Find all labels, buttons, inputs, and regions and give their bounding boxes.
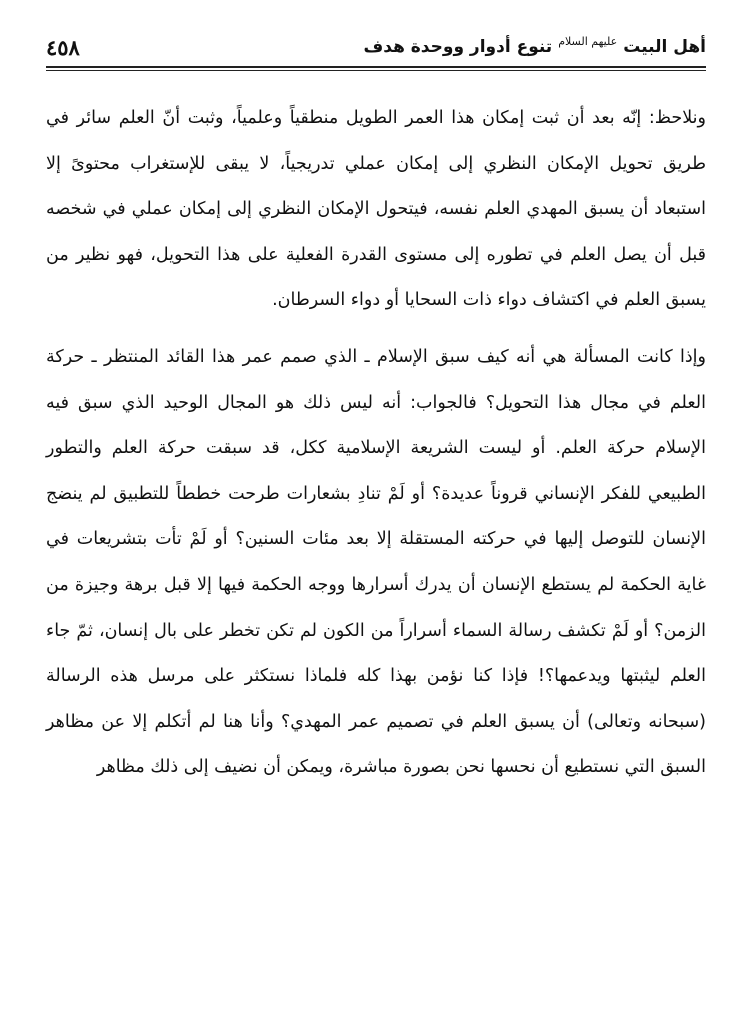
paragraph-2: وإذا كانت المسألة هي أنه كيف سبق الإسلام ـ الذي صمم عمر هذا القائد المنتظر ـ حركة العلم في مجال هذا التحويل؟ فالجواب: أنه ليس ذلك هو المجال الوحيد الذي سبق فيه الإسلام حركة العلم. أو ليست الشريعة الإسلامية ككل، قد سبقت حركة العلم والتطور الطبيعي للفكر الإنساني قروناً عديدة؟ أو لَمْ تنادِ بشعارات طرحت خططاً للتطبيق لم ينضج الإنسان للتوصل إليها في حركته المستقلة إلا بعد مئات السنين؟ أو لَمْ تأت بتشريعات في غاية الحكمة لم يستطع الإنسان أن يدرك أسرارها ووجه الحكمة فيها إلا قبل برهة وجيزة من الزمن؟ أو لَمْ تكشف رسالة السماء أسراراً من الكون لم تكن تخطر على بال إنسان، ثمّ جاء العلم ليثبتها ويدعمها؟! فإذا كنا نؤمن بهذا كله فلماذا نستكثر على مرسل هذه الرسالة (سبحانه وتعالى) أن يسبق العلم في تصميم عمر المهدي؟ وأنا هنا لم أتكلم إلا عن مظاهر السبق التي نستطيع أن نحسها نحن بصورة مباشرة، ويمكن أن نضيف إلى ذلك مظاهر xyxy=(46,346,706,778)
body-text xyxy=(46,96,706,791)
running-header xyxy=(46,30,706,64)
running-title xyxy=(363,34,707,57)
page-number: ٤٥٨ xyxy=(46,34,80,60)
running-title-part1: أهل البيت xyxy=(623,37,706,57)
header-rule xyxy=(46,66,706,68)
header-rule-thin xyxy=(46,70,706,71)
paragraph-1: ونلاحظ: إنّه بعد أن ثبت إمكان هذا العمر الطويل منطقياً وعلمياً، وثبت أنّ العلم سائر في طريق تحويل الإمكان النظري إلى إمكان عملي تدريجياً، لا يبقى للإستغراب محتوىً إلا استبعاد أن يسبق المهدي العلم نفسه، فيتحول الإمكان النظري إلى إمكان عملي في شخصه قبل أن يصل العلم في تطوره إلى مستوى القدرة الفعلية على هذا التحويل، فهو نظير من يسبق العلم في اكتشاف دواء ذات السحايا أو دواء السرطان. xyxy=(46,108,706,311)
running-title-part2: تنوع أدوار ووحدة هدف xyxy=(363,37,553,57)
honorific-symbol: عليهم السلام xyxy=(558,34,618,48)
